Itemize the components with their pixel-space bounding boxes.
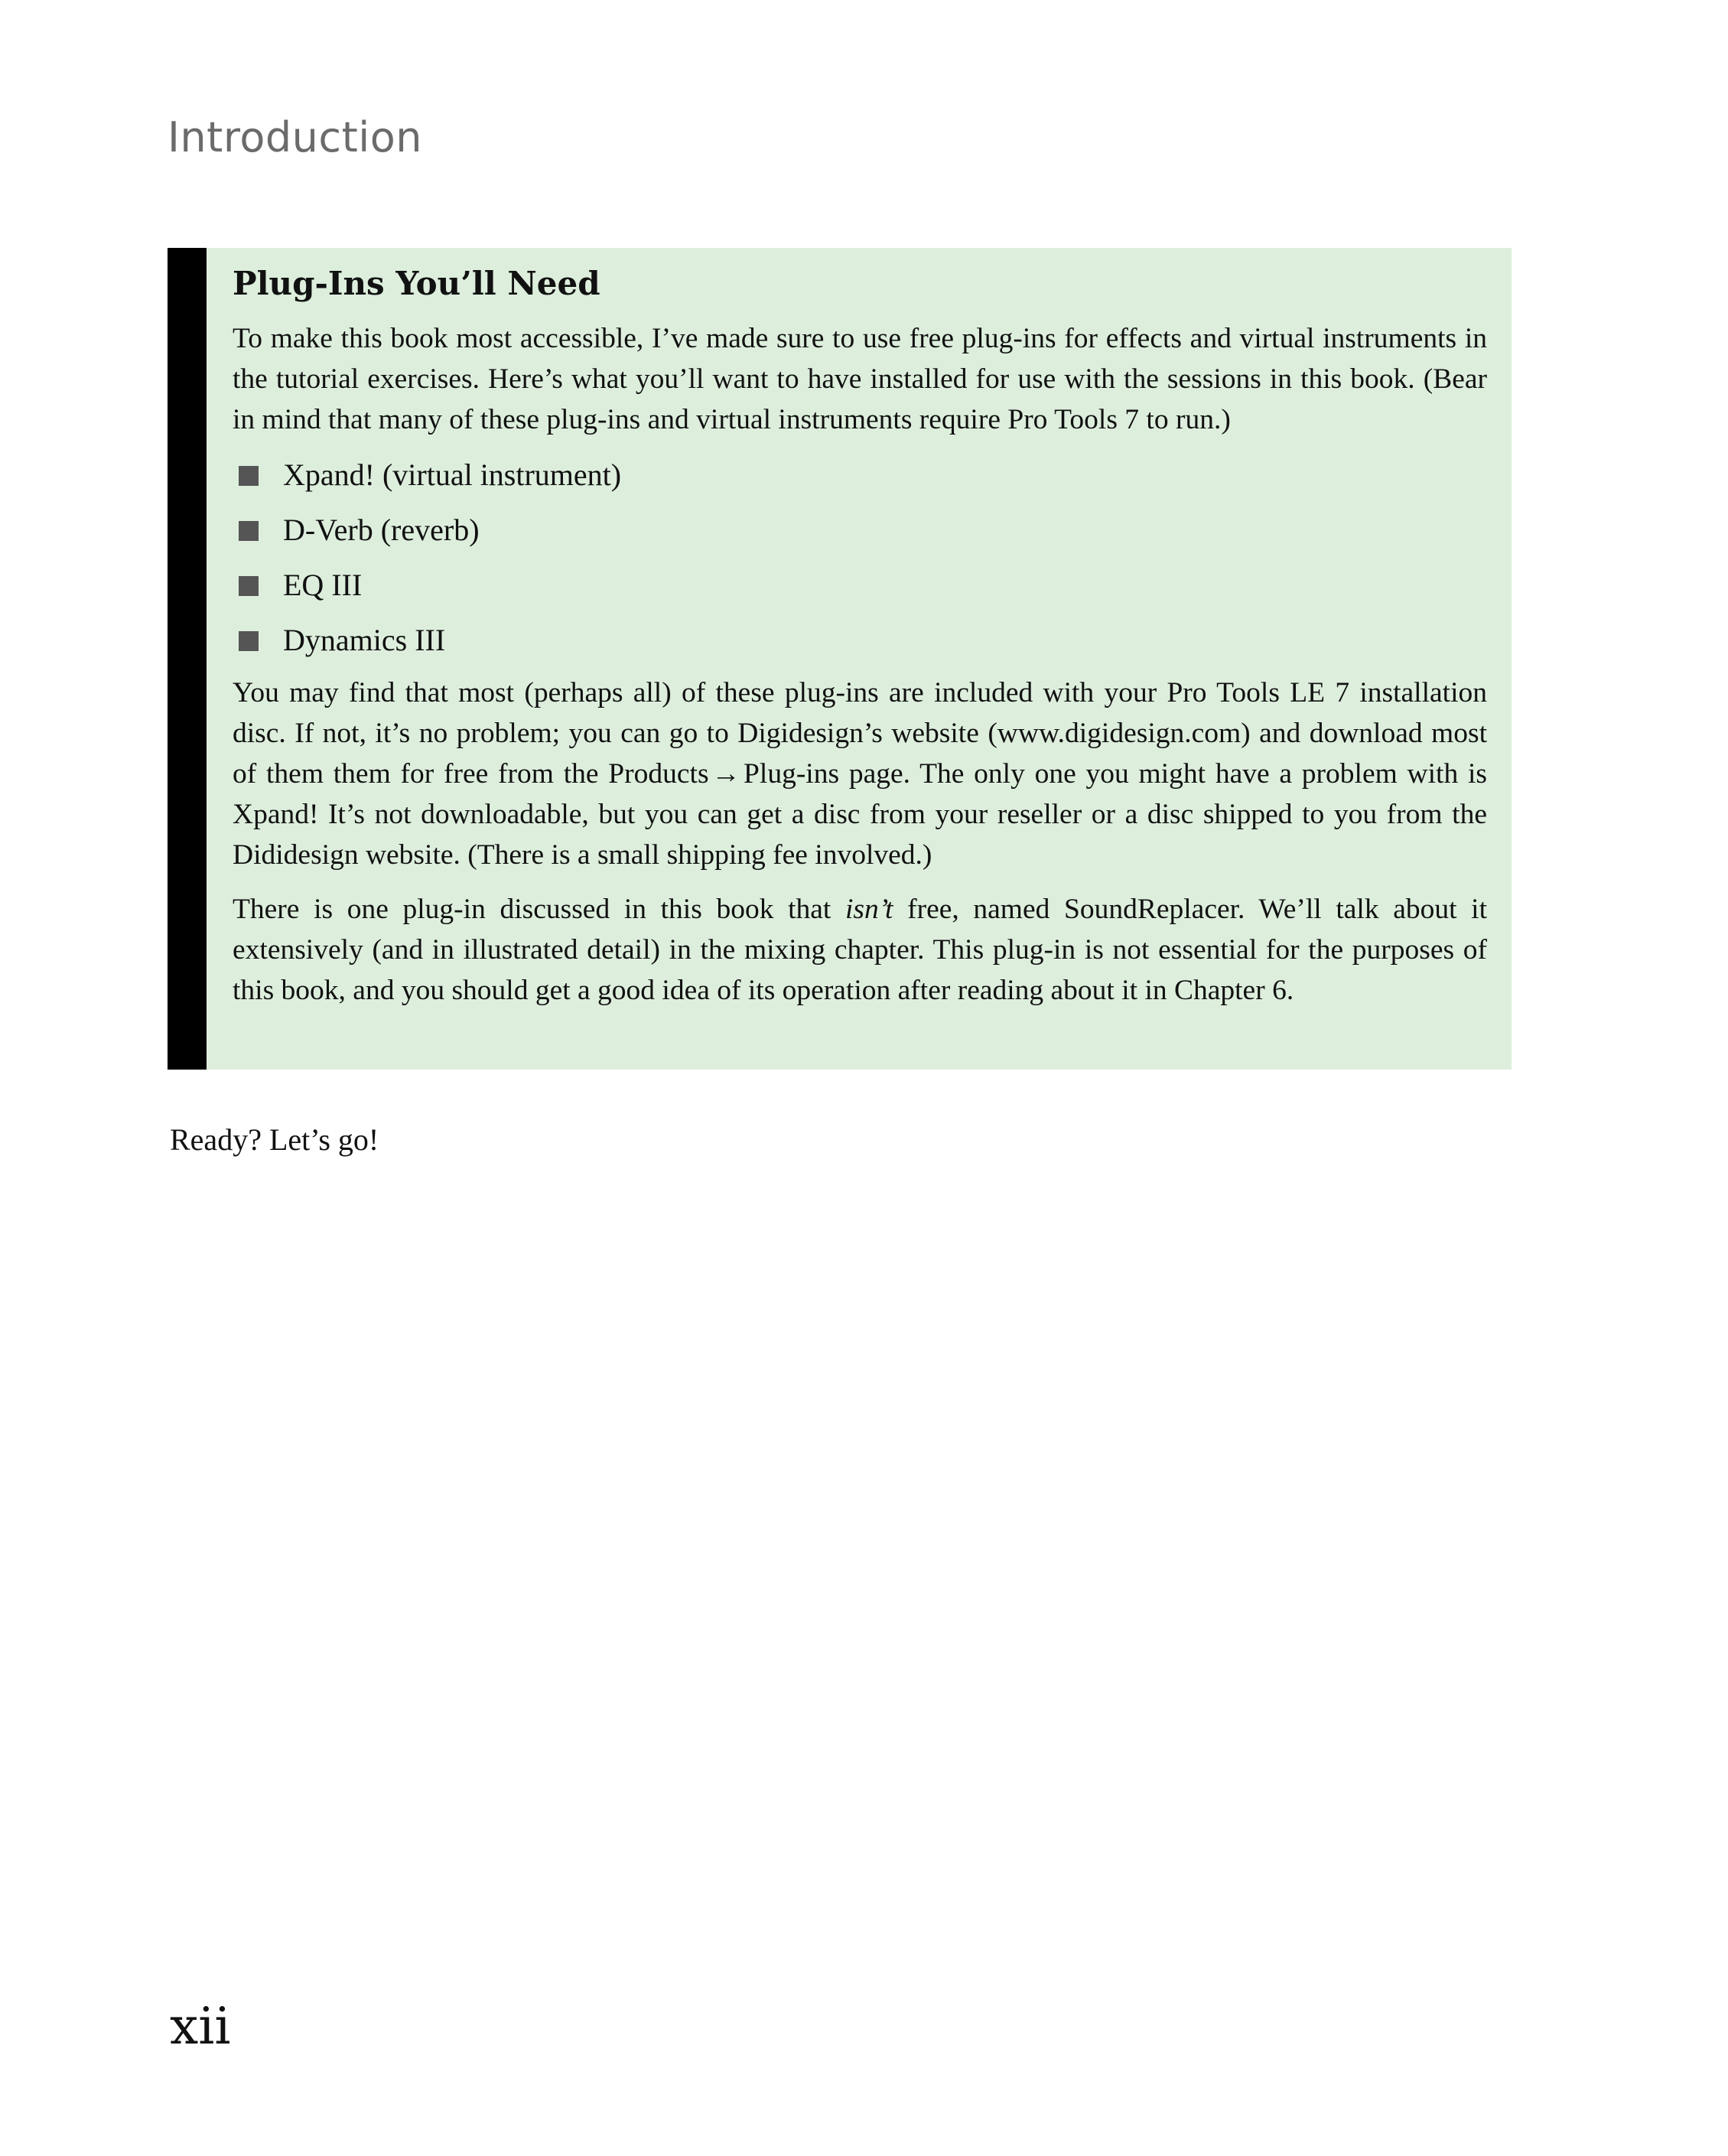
square-bullet-icon xyxy=(239,521,259,541)
list-item xyxy=(233,613,1487,668)
sidebar-soundreplacer-paragraph xyxy=(233,889,1487,1011)
soundreplacer-text-after: free, named SoundReplacer. We’ll talk about it extensively (and in illustrated detail) in the mixing chapter. This plug-in is not essential for the purposes of this book, and you should get a good idea of its operation after reading about it in Chapter 6. xyxy=(233,894,1488,1007)
running-head: Introduction xyxy=(168,113,423,161)
square-bullet-icon xyxy=(239,576,259,596)
page-number: xii xyxy=(170,1997,231,2056)
list-item xyxy=(233,503,1487,558)
plugin-list xyxy=(233,448,1487,668)
soundreplacer-text-before: There is one plug-in discussed in this book that xyxy=(233,894,831,926)
closing-line: Ready? Let’s go! xyxy=(170,1122,379,1157)
arrow-right-icon: → xyxy=(711,758,741,790)
sidebar-content xyxy=(233,265,1487,1011)
emphasis-text: isn’t xyxy=(844,894,893,926)
sidebar-title: Plug-Ins You’ll Need xyxy=(233,265,600,302)
list-item-label: EQ III xyxy=(283,568,363,603)
list-item-label: D-Verb (reverb) xyxy=(283,513,480,548)
square-bullet-icon xyxy=(239,466,259,486)
list-item-label: Dynamics III xyxy=(283,623,446,658)
sidebar-accent-bar xyxy=(168,248,207,1070)
square-bullet-icon xyxy=(239,631,259,651)
sidebar-box xyxy=(168,248,1512,1070)
list-item-label: Xpand! (virtual instrument) xyxy=(283,458,622,493)
list-item xyxy=(233,448,1487,503)
download-text-before-arrow: You may find that most (perhaps all) of these plug-ins are included with your Pro Tools LE 7 installation disc. If not, it’s no problem; you can go to Digidesign’s website (www.digidesign.com) and download most of them them for free from the Products xyxy=(233,677,1487,790)
list-item xyxy=(233,558,1487,613)
sidebar-download-paragraph xyxy=(233,673,1487,875)
sidebar-intro-paragraph: To make this book most accessible, I’ve made sure to use free plug-ins for effects and virtual instruments in the tutorial exercises. Here’s what you’ll want to have installed for use with the sessions in this book. (Bear in mind that many of these plug-ins and virtual instruments require Pro Tools 7 to run.) xyxy=(233,323,1487,436)
download-text-after-arrow: Plug-ins page. The only one you might have a problem with is Xpand! It’s not downloadable, but you can get a disc from your reseller or a disc shipped to you from the Dididesign website. (There is a small shipping fee involved.) xyxy=(233,758,1487,871)
